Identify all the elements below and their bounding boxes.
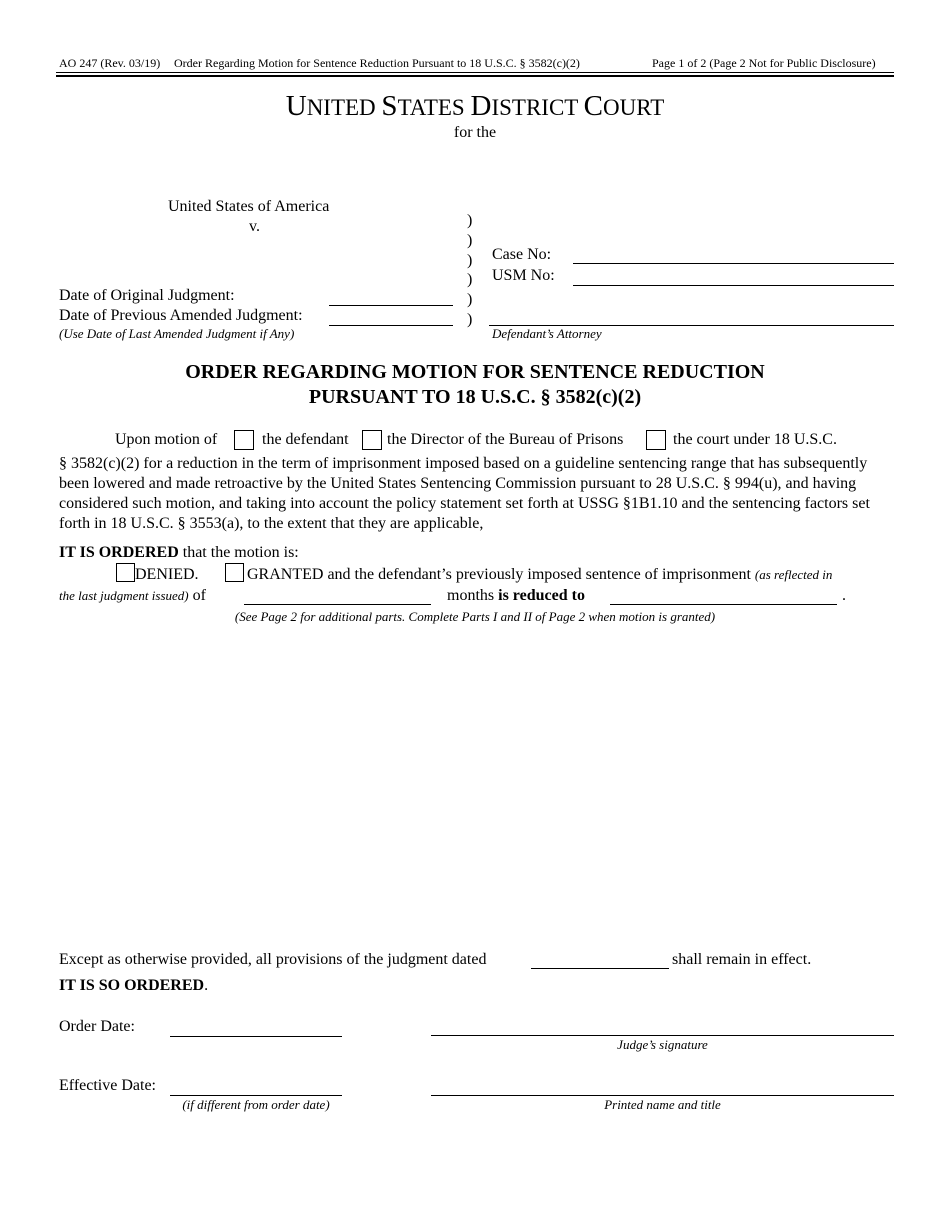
- option-director-label: the Director of the Bureau of Prisons: [387, 431, 624, 448]
- header-rule-thick: [56, 75, 894, 77]
- caption-paren: ): [467, 311, 473, 328]
- date-previous-field[interactable]: [329, 325, 453, 326]
- caption-paren: ): [467, 252, 473, 269]
- caption-paren: ): [467, 232, 473, 249]
- option-court-label: the court under 18 U.S.C.: [673, 431, 837, 448]
- date-previous-note: (Use Date of Last Amended Judgment if Any): [59, 326, 295, 341]
- checkbox-granted[interactable]: [225, 563, 244, 582]
- it-is-ordered: IT IS ORDERED that the motion is:: [59, 544, 299, 561]
- page-info: Page 1 of 2 (Page 2 Not for Public Disclosure): [652, 56, 876, 70]
- months-reduced-label: months is reduced to: [447, 587, 585, 604]
- printed-name-label: Printed name and title: [604, 1097, 721, 1112]
- case-no-field[interactable]: [573, 263, 894, 264]
- form-id: AO 247 (Rev. 03/19): [59, 56, 161, 70]
- judgment-date-field[interactable]: [531, 968, 669, 969]
- versus: v.: [249, 218, 260, 235]
- form-title: Order Regarding Motion for Sentence Reduction Pursuant to 18 U.S.C. § 3582(c)(2): [174, 56, 580, 70]
- usm-no-field[interactable]: [573, 285, 894, 286]
- months-reduced-field[interactable]: [610, 604, 837, 605]
- granted-text: GRANTED and the defendant’s previously imposed sentence of imprisonment (as reflected in: [247, 566, 833, 583]
- header-rule-thin: [56, 72, 894, 73]
- case-no-label: Case No:: [492, 246, 552, 263]
- reduction-line: the last judgment issued) of: [59, 587, 206, 604]
- date-original-field[interactable]: [329, 305, 453, 306]
- caption-paren: ): [467, 212, 473, 229]
- checkbox-denied[interactable]: [116, 563, 135, 582]
- months-original-field[interactable]: [244, 604, 431, 605]
- checkbox-defendant[interactable]: [234, 430, 254, 450]
- caption-paren: ): [467, 271, 473, 288]
- if-different-note: (if different from order date): [182, 1097, 330, 1112]
- option-defendant-label: the defendant: [262, 431, 349, 448]
- denied-label: DENIED.: [135, 566, 199, 583]
- effective-date-label: Effective Date:: [59, 1077, 156, 1094]
- judge-signature-label: Judge’s signature: [617, 1037, 708, 1052]
- date-original-label: Date of Original Judgment:: [59, 287, 235, 304]
- caption-paren: ): [467, 291, 473, 308]
- date-previous-label: Date of Previous Amended Judgment:: [59, 307, 303, 324]
- order-title-line2: PURSUANT TO 18 U.S.C. § 3582(c)(2): [308, 386, 642, 408]
- motion-body: § 3582(c)(2) for a reduction in the term of imprisonment imposed based on a guideline sentencing range that has subsequently been lowered and made retroactive by the United States Sentencing Commission pursuant to 28 U.S.C. § 994(u), and having considered such motion, and taking into account the policy statement set forth at USSG §1B1.10 and the sentencing factors set forth in 18 U.S.C. § 3553(a), to the extent that they are applicable,: [59, 455, 870, 532]
- plaintiff-name: United States of America: [168, 198, 330, 215]
- checkbox-bop-director[interactable]: [362, 430, 382, 450]
- except-text: Except as otherwise provided, all provisions of the judgment dated: [59, 951, 487, 968]
- for-the: for the: [453, 124, 497, 141]
- order-title-line1: ORDER REGARDING MOTION FOR SENTENCE REDUCTION: [185, 361, 765, 383]
- period: .: [842, 587, 846, 604]
- so-ordered: IT IS SO ORDERED.: [59, 977, 209, 994]
- effective-date-field[interactable]: [170, 1095, 342, 1096]
- judge-signature-field[interactable]: [431, 1035, 894, 1036]
- remain-text: shall remain in effect.: [672, 951, 812, 968]
- usm-no-label: USM No:: [492, 267, 555, 284]
- defendant-attorney-label: Defendant’s Attorney: [492, 326, 602, 341]
- order-date-label: Order Date:: [59, 1018, 135, 1035]
- see-page-2-note: (See Page 2 for additional parts. Complete Parts I and II of Page 2 when motion is granted): [234, 609, 716, 624]
- order-date-field[interactable]: [170, 1036, 342, 1037]
- checkbox-court[interactable]: [646, 430, 666, 450]
- printed-name-field[interactable]: [431, 1095, 894, 1096]
- court-title: UNITED STATES DISTRICT COURT: [285, 90, 665, 122]
- upon-motion-label: Upon motion of: [115, 431, 218, 448]
